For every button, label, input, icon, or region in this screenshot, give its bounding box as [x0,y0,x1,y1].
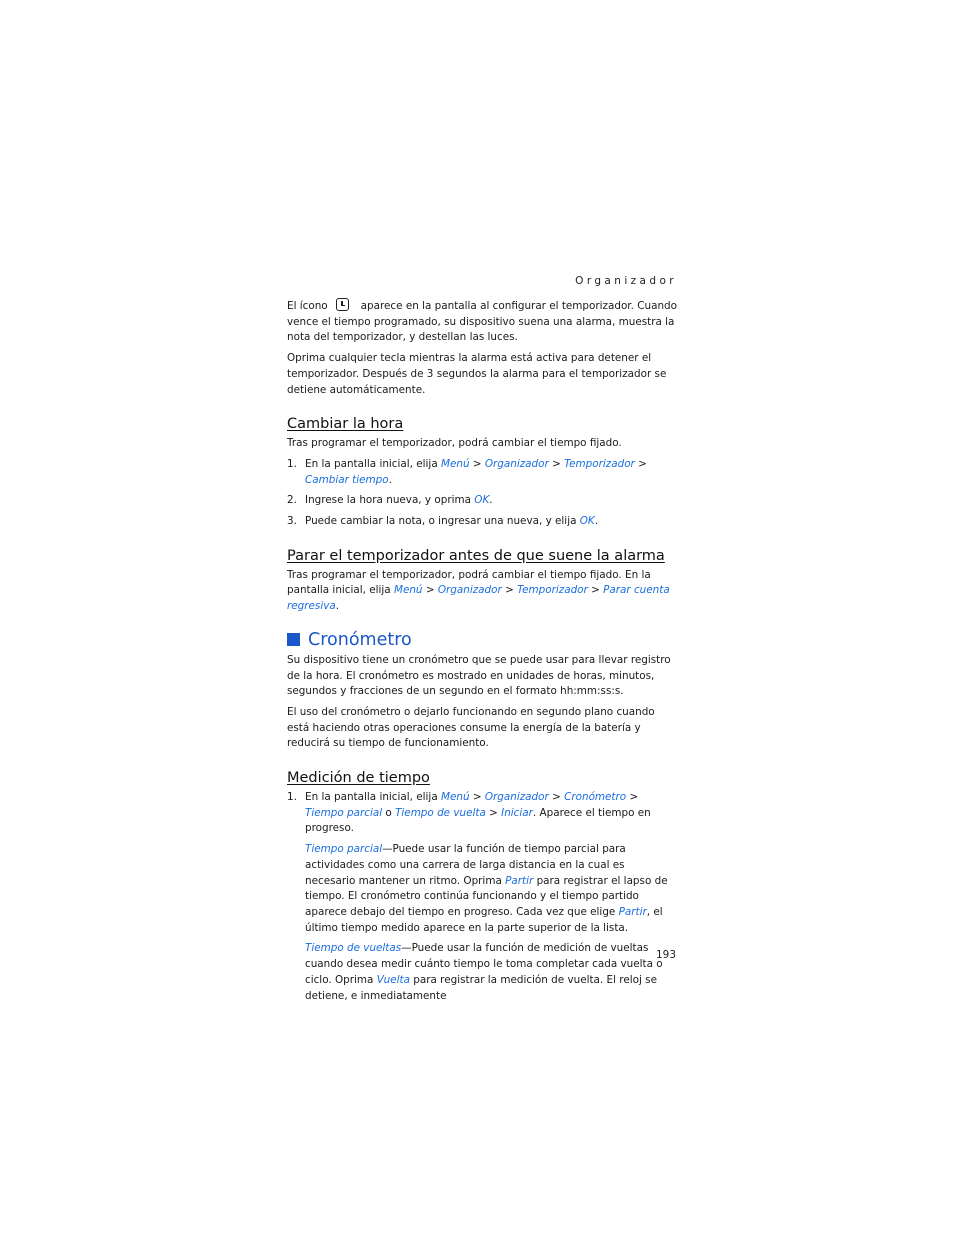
intro-text-after: aparece en la pantalla al configurar el temporizador. Cuando vence el tiempo programado, su dispositivo suena una alarma, muestra la nota del temporizador, y destellan las luces. [287,300,677,344]
step-text: En la pantalla inicial, elija [305,457,441,470]
tiempo-de-vueltas-description [287,941,677,1004]
or-text: o [382,806,396,819]
step-text: Ingrese la hora nueva, y oprima [305,494,475,507]
menu-link[interactable]: Menú [441,457,470,470]
vueltas-text-2: para registrar la medición de vuelta. El reloj se detiene, e inmediatamente [305,973,657,1002]
parcial-text-3: , el último tiempo medido aparece en la parte superior de la lista. [305,905,663,934]
cambiar-steps [287,457,677,530]
intro-paragraph-2: Oprima cualquier tecla mientras la alarma está activa para detener el temporizador. Después de 3 segundos la alarma para el temporizador se detiene automáticamente. [287,352,667,396]
section-title-cambiar-la-hora: Cambiar la hora [287,416,404,433]
section-title-parar-temporizador: Parar el temporizador antes de que suene la alarma [287,547,665,564]
menu-link[interactable]: Menú [441,791,470,804]
step-text-post: . Aparece el tiempo en progreso. [305,806,651,835]
parar-paragraph: Tras programar el temporizador, podrá cambiar el tiempo fijado. En la pantalla inicial, elija Menú > Organizador > Temporizador > Parar cuenta regresiva. [287,568,670,613]
medicion-step-1: 1. En la pantalla inicial, elija Menú > Organizador > Cronómetro > Tiempo parcial o Tiempo de vuelta > Iniciar. Aparece el tiempo en progreso. [287,791,651,835]
step-number: 1. [287,457,297,470]
section-title-medicion-de-tiempo: Medición de tiempo [287,770,430,787]
cronometro-link[interactable]: Cronómetro [564,791,627,804]
intro-text-before: El ícono [287,300,328,312]
temporizador-link[interactable]: Temporizador [517,584,588,597]
vuelta-link[interactable]: Vuelta [376,973,410,986]
parcial-text-2: para registrar el lapso de tiempo. El cronómetro continúa funcionando y el tiempo partido aparece debajo del tiempo en progreso. Cada vez que elige [305,874,668,918]
partir-link[interactable]: Partir [505,874,534,887]
organizador-link[interactable]: Organizador [484,791,549,804]
tiempo-de-vuelta-link[interactable]: Tiempo de vuelta [395,806,486,819]
running-header: Organizador [575,275,677,287]
step-text: Puede cambiar la nota, o ingresar una nueva, y elija [305,515,580,528]
cambiar-intro: Tras programar el temporizador, podrá cambiar el tiempo fijado. [287,437,622,450]
medicion-steps [287,790,677,837]
ok-link[interactable]: OK [474,494,490,507]
organizador-link[interactable]: Organizador [437,584,502,597]
section-title-cronometro [287,629,677,651]
timer-clock-icon [336,298,349,311]
cambiar-step-1: 1. En la pantalla inicial, elija Menú > Organizador > Temporizador > Cambiar tiempo. [287,457,647,486]
cambiar-tiempo-link[interactable]: Cambiar tiempo [305,473,389,486]
step-text: En la pantalla inicial, elija [305,791,441,804]
step-number: 1. [287,791,297,804]
cronometro-title-text: Cronómetro [308,629,412,650]
parar-cuenta-regresiva-link[interactable]: Parar cuenta regresiva [287,584,670,613]
partir-link[interactable]: Partir [618,905,647,918]
tiempo-parcial-description [287,842,677,936]
section-square-icon [287,633,300,646]
ok-link[interactable]: OK [579,515,595,528]
step-number: 2. [287,494,297,507]
page-content [287,298,677,1009]
menu-link[interactable]: Menú [393,584,423,597]
tiempo-parcial-term[interactable]: Tiempo parcial [305,843,383,856]
tiempo-parcial-link[interactable]: Tiempo parcial [305,806,383,819]
page-number: 193 [655,949,676,961]
cambiar-step-3: 3. Puede cambiar la nota, o ingresar una nueva, y elija OK. [287,514,677,530]
step-number: 3. [287,515,297,528]
tiempo-de-vueltas-term[interactable]: Tiempo de vueltas [305,942,402,955]
iniciar-link[interactable]: Iniciar [501,806,533,819]
crono-paragraph-2: El uso del cronómetro o dejarlo funcionando en segundo plano cuando está haciendo otras operaciones consume la energía de la batería y reducirá su tiempo de funcionamiento. [287,705,655,750]
parcial-text-1: —Puede usar la función de tiempo parcial para actividades como una carrera de larga distancia en la cual es necesario mantener un ritmo. Oprima [305,843,626,887]
crono-paragraph-1: Su dispositivo tiene un cronómetro que se puede usar para llevar registro de la hora. El cronómetro es mostrado en unidades de horas, minutos, segundos y fracciones de un segundo en el formato hh:mm:ss:s. [287,653,671,698]
cambiar-step-2: 2. Ingrese la hora nueva, y oprima OK. [287,493,677,509]
temporizador-link[interactable]: Temporizador [564,457,635,470]
intro-paragraph-1 [287,298,677,346]
parar-text: Tras programar el temporizador, podrá cambiar el tiempo fijado. En la pantalla inicial, elija [287,568,651,597]
vueltas-text-1: —Puede usar la función de medición de vueltas cuando desea medir cuánto tiempo le toma completar cada vuelta o ciclo. Oprima [305,942,663,986]
organizador-link[interactable]: Organizador [484,457,549,470]
